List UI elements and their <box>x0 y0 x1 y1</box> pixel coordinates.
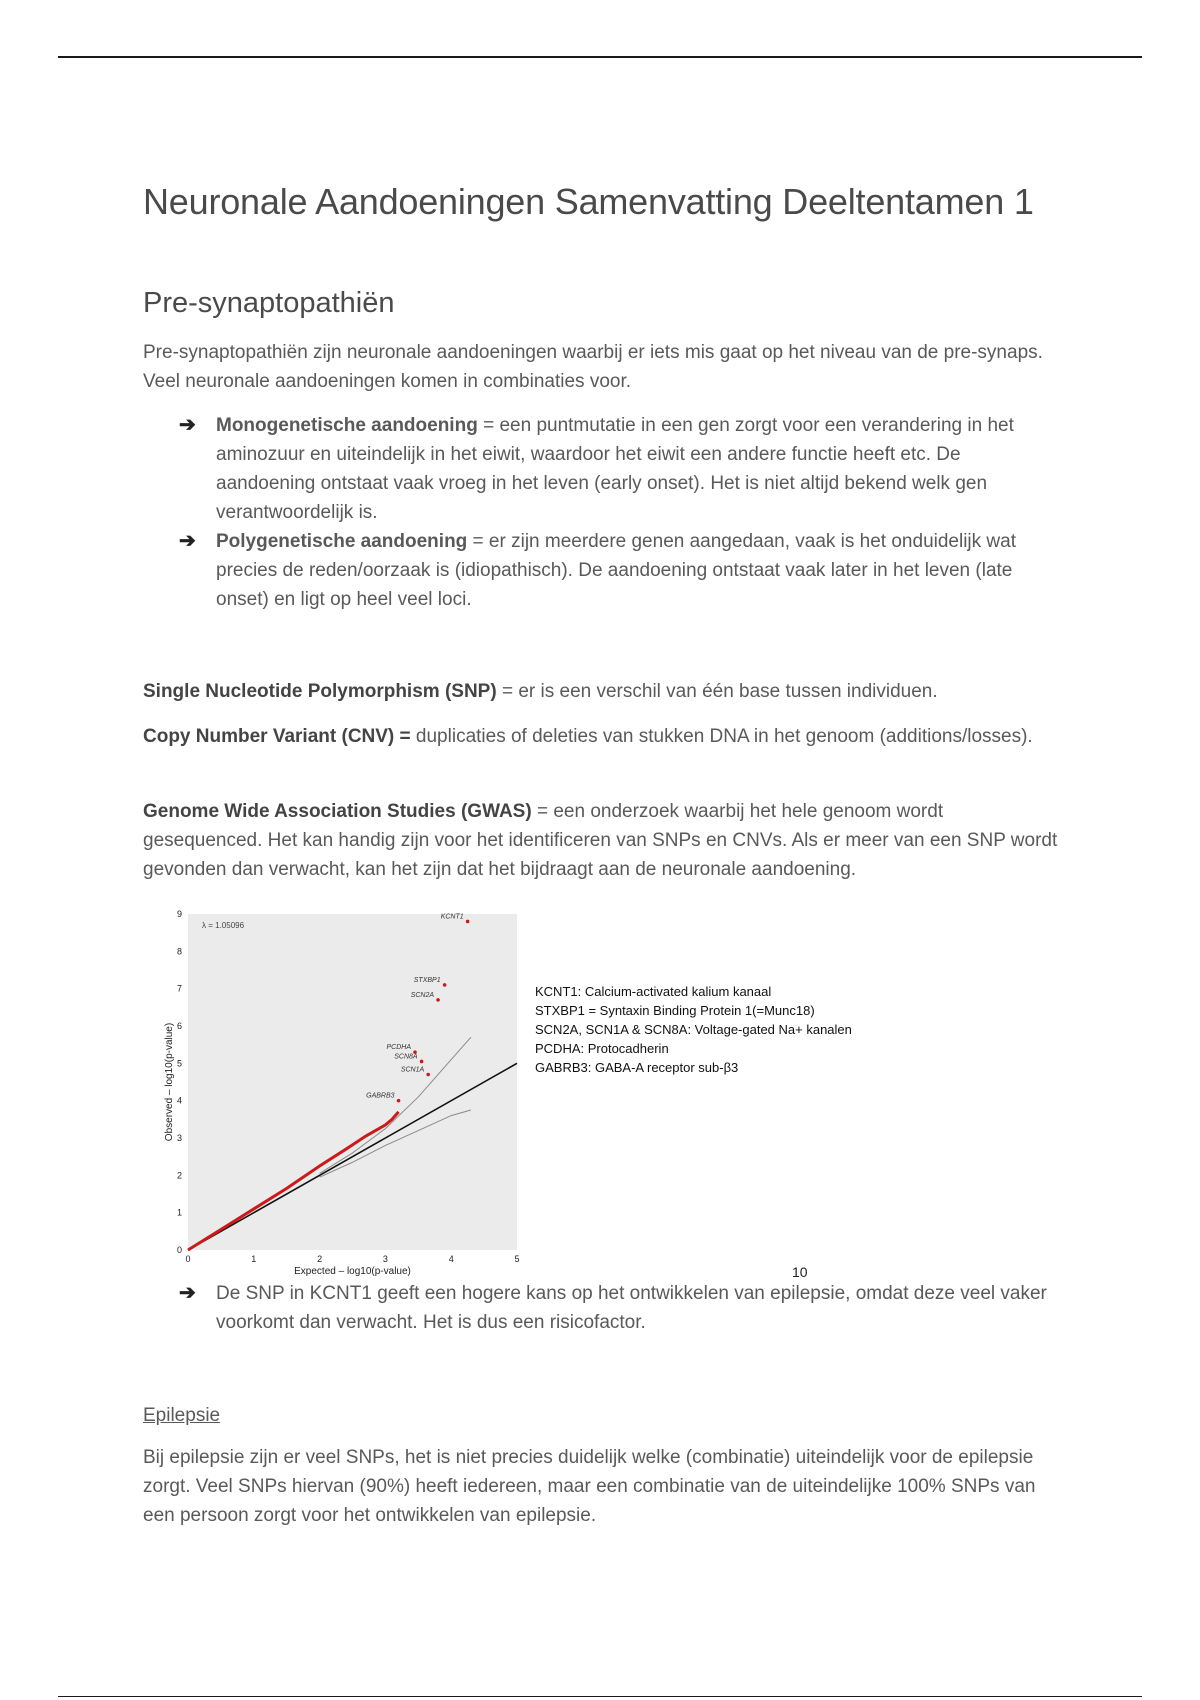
point-label: SCN2A <box>410 991 435 999</box>
data-point <box>436 998 440 1002</box>
data-point <box>426 1073 430 1077</box>
page-title: Neuronale Aandoeningen Samenvatting Deeltentamen 1 <box>143 181 1034 222</box>
plot-area <box>188 914 517 1250</box>
x-tick-label: 4 <box>448 1254 454 1264</box>
conclusion-bullet <box>143 1279 1063 1337</box>
onset-bullet-list <box>143 411 1063 614</box>
y-tick-label: 6 <box>176 1021 182 1031</box>
y-tick-label: 9 <box>176 909 182 919</box>
header-rule <box>58 56 1142 58</box>
point-label: SCN1A <box>400 1066 425 1074</box>
definition-term: Copy Number Variant (CNV) = <box>143 726 411 747</box>
definition-gwas <box>143 797 1063 884</box>
arrow-icon: ➔ <box>179 1282 196 1304</box>
arrow-icon: ➔ <box>179 530 196 552</box>
epilepsie-paragraph: Bij epilepsie zijn er veel SNPs, het is niet precies duidelijk welke (combinatie) uiteindelijk voor de epilepsie zorgt. Veel SNPs hiervan (90%) heeft iedereen, maar een combinatie van de uiteindelijke 100% SNPs van een persoon zorgt voor het ontwikkelen van epilepsie. <box>143 1447 1036 1526</box>
y-tick-label: 1 <box>176 1207 182 1218</box>
y-tick-label: 5 <box>176 1058 182 1069</box>
data-point <box>420 1060 424 1064</box>
legend-line: SCN2A, SCN1A & SCN8A: Voltage-gated Na+ kanalen <box>535 1022 852 1037</box>
x-tick-label: 1 <box>251 1254 257 1264</box>
bullet-conclusion <box>143 1279 1063 1337</box>
data-point <box>397 1099 401 1103</box>
y-tick-label: 2 <box>176 1170 182 1181</box>
bullet-text: De SNP in KCNT1 geeft een hogere kans op het ontwikkelen van epilepsie, omdat deze veel vaker voorkomt dan verwacht. Het is dus een risicofactor. <box>216 1283 1047 1333</box>
x-tick-label: 3 <box>382 1254 388 1264</box>
definition-text: duplicaties of deleties van stukken DNA in het genoom (additions/losses). <box>410 726 1033 747</box>
definition-snp <box>143 677 1063 706</box>
data-point <box>443 983 447 987</box>
x-tick-label: 5 <box>514 1254 520 1264</box>
figure-legend <box>535 982 852 1077</box>
point-label: KCNT1 <box>440 913 464 921</box>
intro-paragraph: Pre-synaptopathiën zijn neuronale aandoeningen waarbij er iets mis gaat op het niveau van de pre-synaps. Veel neuronale aandoeningen komen in combinaties voor. <box>143 342 1043 392</box>
qq-plot-figure <box>160 900 900 1280</box>
point-label: SCN8A <box>394 1053 418 1061</box>
definition-term: Single Nucleotide Polymorphism (SNP) <box>143 681 497 702</box>
point-label: PCDHA <box>386 1044 412 1052</box>
y-tick-label: 4 <box>176 1095 182 1106</box>
legend-line: GABRB3: GABA-A receptor sub-β3 <box>535 1060 739 1075</box>
bullet-text: = een puntmutatie in een gen zorgt voor een verandering in het aminozuur en uiteindelijk in het eiwit, waardoor het eiwit een andere functie heeft etc. De aandoening ontstaat vaak vroeg in het leven (early onset). Het is niet altijd bekend welk gen verantwoordelijk is. <box>216 415 1014 523</box>
x-tick-label: 0 <box>185 1254 191 1264</box>
bullet-text: = er zijn meerdere genen aangedaan, vaak is het onduidelijk wat precies de reden/oorzaak is (idiopathisch). De aandoening ontstaat vaak later in het leven (late onset) en ligt op heel veel loci. <box>216 531 1016 610</box>
bullet-term: Monogenetische aandoening <box>216 415 478 436</box>
bullet-monogenetic <box>143 411 1063 527</box>
legend-line: KCNT1: Calcium-activated kalium kanaal <box>535 984 772 999</box>
y-tick-label: 3 <box>176 1133 182 1143</box>
section-heading: Pre-synaptopathiën <box>143 287 395 319</box>
definition-text: = er is een verschil van één base tussen individuen. <box>496 681 938 702</box>
lambda-label: λ = 1.05096 <box>202 921 245 930</box>
y-tick-label: 0 <box>176 1245 182 1255</box>
x-axis-label: Expected – log10(p-value) <box>294 1266 411 1277</box>
x-tick-label: 2 <box>317 1254 323 1264</box>
y-tick-label: 8 <box>176 946 182 957</box>
data-point <box>466 920 470 924</box>
bullet-term: Polygenetische aandoening <box>216 531 468 552</box>
definition-cnv <box>143 722 1063 751</box>
subsection-heading: Epilepsie <box>143 1405 221 1426</box>
legend-line: STXBP1 = Syntaxin Binding Protein 1(=Munc18) <box>535 1003 815 1018</box>
y-axis-label: Observed – log10(p-value) <box>164 1022 175 1142</box>
arrow-icon: ➔ <box>179 414 196 436</box>
legend-line: PCDHA: Protocadherin <box>535 1041 669 1056</box>
footer-rule <box>58 1696 1142 1697</box>
page-number: 10 <box>792 1264 808 1280</box>
bullet-polygenetic <box>143 527 1063 614</box>
y-tick-label: 7 <box>176 983 182 994</box>
point-label: STXBP1 <box>413 976 441 984</box>
definition-text: = een onderzoek waarbij het hele genoom wordt gesequenced. Het kan handig zijn voor het identificeren van SNPs en CNVs. Als er meer van een SNP wordt gevonden dan verwacht, kan het zijn dat het bijdraagt aan de neuronale aandoening. <box>143 801 1058 880</box>
point-label: GABRB3 <box>366 1092 395 1100</box>
definition-term: Genome Wide Association Studies (GWAS) <box>143 801 532 822</box>
